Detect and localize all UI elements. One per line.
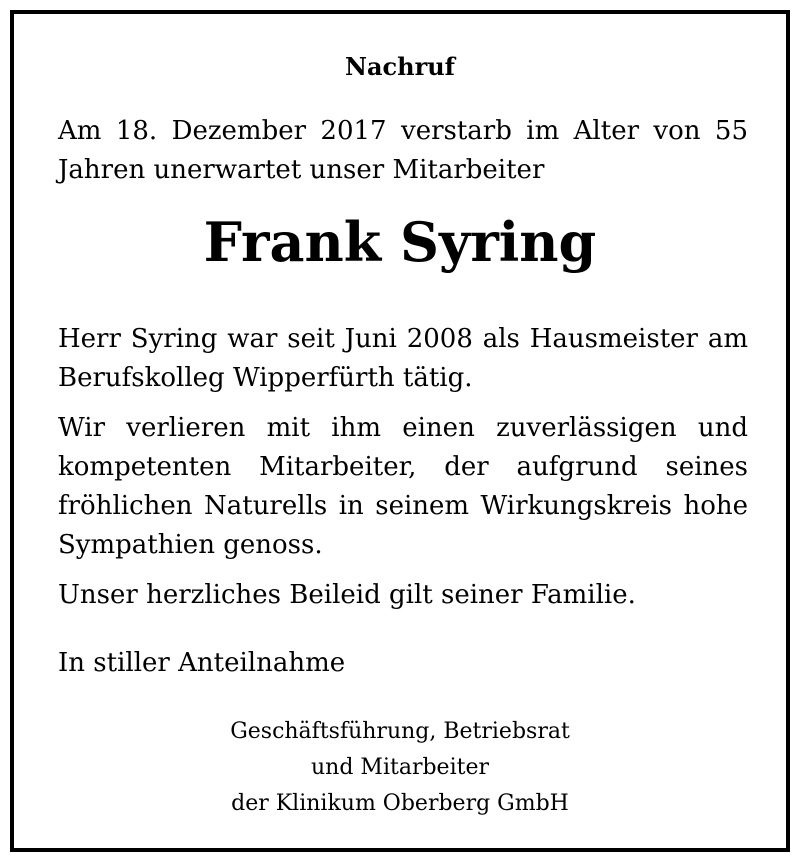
paragraph-closing: In stiller Anteilnahme (58, 648, 346, 678)
paragraph-employment: Herr Syring war seit Juni 2008 als Hausmeister am Berufskolleg Wipperfürth tätig. (58, 324, 748, 393)
signature-block (14, 714, 786, 822)
notice-heading: Nachruf (345, 52, 455, 81)
signature-line-3: der Klinikum Oberberg GmbH (231, 791, 569, 816)
deceased-name: Frank Syring (203, 210, 597, 274)
obituary-frame (10, 10, 790, 852)
intro-paragraph: Am 18. Dezember 2017 verstarb im Alter von 55 Jahren unerwartet unser Mitarbeiter (58, 116, 748, 185)
signature-line-1: Geschäftsführung, Betriebsrat (230, 719, 570, 744)
signature-line-2: und Mitarbeiter (311, 755, 489, 780)
paragraph-condolence: Unser herzliches Beileid gilt seiner Familie. (58, 580, 636, 610)
paragraph-tribute: Wir verlieren mit ihm einen zuverlässigen und kompetenten Mitarbeiter, der aufgrund seines fröhlichen Naturells in seinem Wirkungskreis hohe Sympathien genoss. (58, 413, 748, 560)
